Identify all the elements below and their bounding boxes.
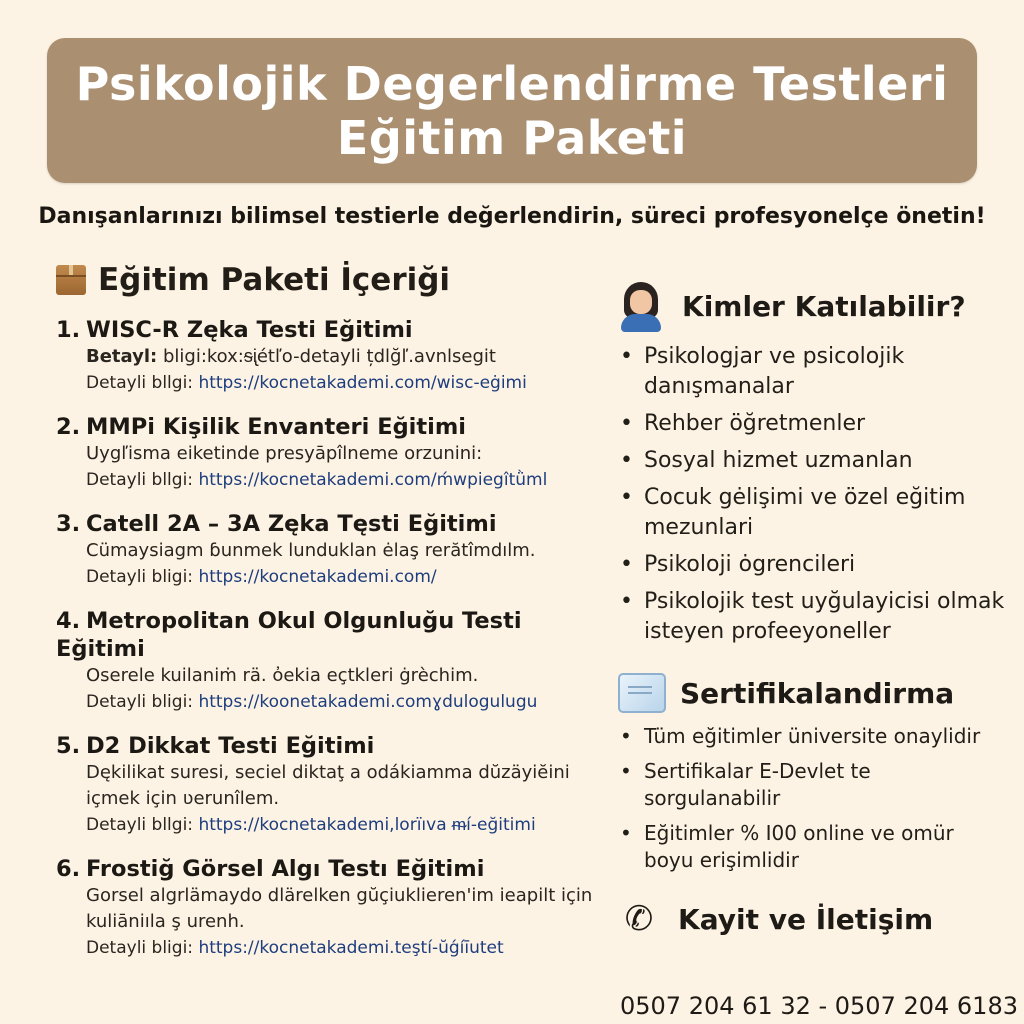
link-label: Detayli bllgi: [86,470,194,490]
certification-heading [618,673,1008,713]
item-title-text: Frostiğ Görsel Algı Testı Eğitimi [86,856,485,882]
training-description [86,344,601,370]
training-link-row [86,564,601,590]
training-link[interactable]: https://kocnetakademi.com/ḿwpiegîtǜml [198,470,548,490]
page-subtitle: Danışanlarınızı bilimsel testierle değerlendirin, süreci profesyonelçe önetin! [38,204,986,229]
audience-item: • Cocuk gėlişimi ve özel eğitim mezunlari [618,483,1008,543]
training-link[interactable]: https://kocnetakademi,lorïıva ᵯí-eğitimi [198,815,536,835]
page-title-line1: Psikolojik Degerlendirme Testleri [75,56,949,111]
description-label: Betayl: [86,346,158,367]
training-item [56,316,601,396]
item-number: 4. [56,608,81,634]
item-number: 3. [56,511,81,537]
item-title-text: Metropolitan Okul Olgunluğu Testi Eğitimi [56,608,522,662]
audience-list [618,342,1008,647]
certification-item: • Sertifikalar E-Devlet te sorgulanabilir [618,758,1008,812]
item-number: 1. [56,317,81,343]
audience-heading-text: Kimler Katılabilir? [682,289,966,323]
title-banner [47,38,977,183]
training-description: Cümaysiagm ɓunmek lunduklan ėlaş rerătîmdılm. [86,540,536,561]
audience-item: • Psikologjar ve psicolojik danışmanalar [618,342,1008,402]
training-link-row [86,935,601,961]
training-title [56,510,601,538]
training-title [56,607,601,663]
training-description: Dękilikat suresi, seciel diktaţ a odákiamma dŭzäyiĕini içmek için ʋerunîlem. [86,762,570,809]
certification-heading-text: Sertifikalandirma [680,676,955,710]
training-title [56,732,601,760]
item-number: 5. [56,733,81,759]
training-description: Oserele kuilaniṁ rä. ὀekia eçtkleri ġrèchim. [86,665,479,686]
audience-item: • Psikolojik test uyğulayicisi olmak isteyen profeeyoneller [618,587,1008,647]
training-item [56,510,601,590]
training-title [56,855,601,883]
training-description: Uygľisma eiketinde presyāpîlneme orzunini: [86,443,483,464]
training-list [56,316,601,961]
training-link[interactable]: https://koonetakademi.comɣdulogulugu [198,692,538,712]
sidebar-info [618,280,1008,940]
certification-item: • Tüm eğitimler üniversite onaylidir [618,723,1008,750]
telephone-icon: ✆ [624,899,654,939]
certificate-icon [618,673,666,713]
audience-item: • Rehber öğretmenler [618,409,1008,439]
link-label: Detayli bllgi: [86,815,194,835]
training-item [56,607,601,715]
contents-heading-text: Eğitim Paketi İçeriği [98,262,451,298]
training-item [56,855,601,961]
item-title-text: D2 Dikkat Testi Eğitimi [86,733,375,759]
contact-heading [618,898,1008,940]
training-link[interactable]: https://kocnetakademi.teştí-ŭǵíīutet [198,938,504,958]
training-title [56,316,601,344]
link-label: Detayli bligi: [86,938,194,958]
item-title-text: Catell 2A – 3A Zęka Tęsti Eğitimi [86,511,497,537]
training-title [56,413,601,441]
link-label: Detayli bligi: [86,567,194,587]
item-title-text: MMPi Kişilik Envanteri Eğitimi [86,414,467,440]
training-link-row [86,689,601,715]
package-contents-section [56,262,601,978]
certification-list [618,723,1008,874]
page-title-line2: Eğitim Paketi [336,110,688,165]
training-item [56,413,601,493]
item-number: 6. [56,856,81,882]
item-number: 2. [56,414,81,440]
training-item [56,732,601,838]
audience-heading [618,280,1008,332]
audience-item: • Sosyal hizmet uzmanlan [618,446,1008,476]
link-label: Detayli bligi: [86,692,194,712]
certification-item: • Eğitimler % I00 online ve omür boyu erişimlidir [618,820,1008,874]
training-link-row [86,370,601,396]
contact-heading-text: Kayit ve İletişim [678,902,934,936]
training-link[interactable]: https://kocnetakademi.com/ [198,567,437,587]
training-link[interactable]: https://kocnetakademi.com/wisc-eġimi [198,373,527,393]
training-link-row [86,812,601,838]
description-text: bligi:kox:ᵴᶖétľo-detayli țdlğľ.avnlsegit [162,346,496,367]
woman-avatar-icon [618,280,664,332]
training-description: Gorsel algrlämaydo dlärelken gŭçiuklieren'im ieapilt için kuliāniıla ş urenh. [86,885,593,932]
package-box-icon [56,265,86,295]
audience-item: • Psikoloji ȯgrencileri [618,550,1008,580]
item-title-text: WISC-R Zęka Testi Eğitimi [86,317,413,343]
contents-heading [56,262,601,298]
link-label: Detayli bllgi: [86,373,194,393]
phone-numbers[interactable]: 0507 204 61 32 - 0507 204 6183 [620,992,1018,1020]
training-link-row [86,467,601,493]
